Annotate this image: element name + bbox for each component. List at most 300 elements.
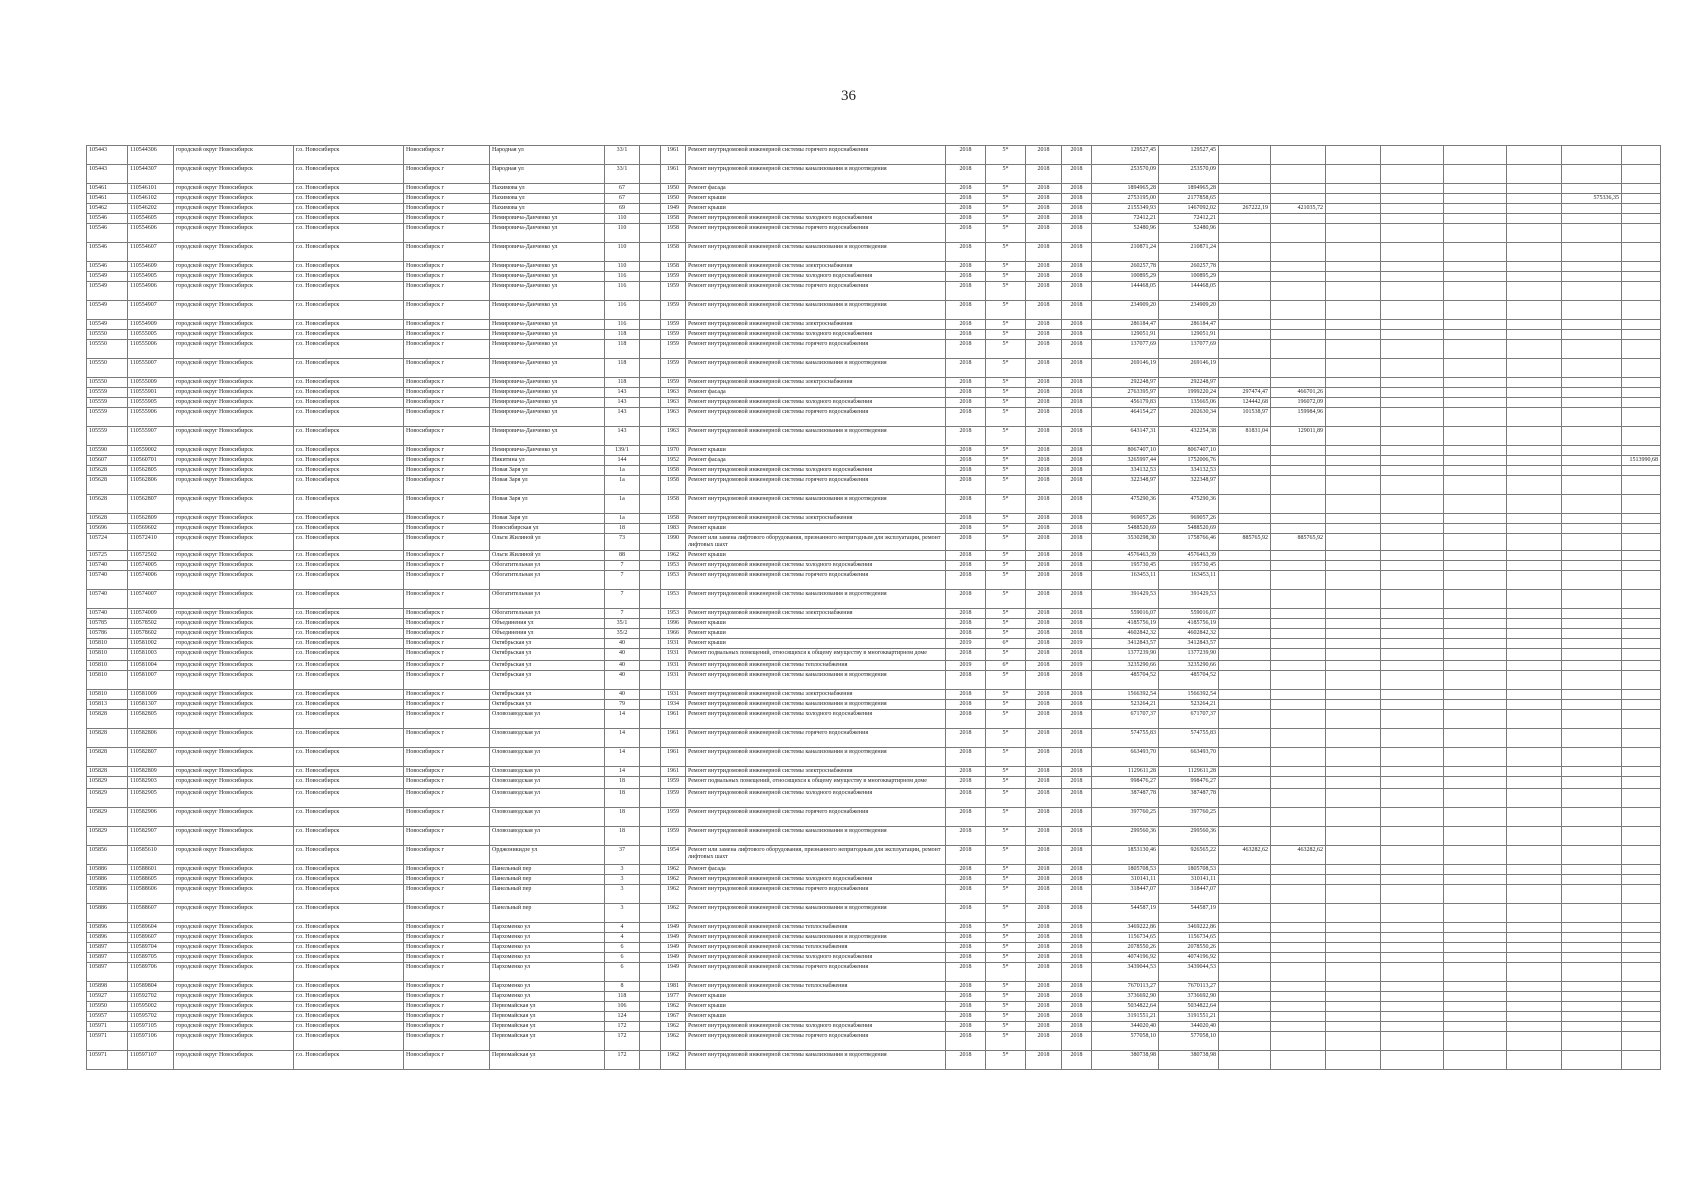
table-cell: городской округ Новосибирск [174,534,294,551]
table-cell [640,204,661,214]
table-cell: Ремонт внутридомовой инженерной системы горячего водоснабжения [686,340,946,359]
table-cell: 110582806 [128,729,174,748]
table-cell: Ремонт подвальных помещений, относящихся к общему имуществу в многоквартирном доме [686,649,946,661]
table-cell [1326,514,1381,524]
table-cell: г.о. Новосибирск [294,194,404,204]
table-cell: г.о. Новосибирск [294,446,404,456]
table-cell [1219,649,1271,661]
table-cell: 421035,72 [1271,204,1326,214]
table-cell [1444,777,1507,789]
table-cell: 110544307 [128,165,174,184]
table-cell: 1853130,46 [1092,846,1159,865]
table-cell [1219,953,1271,963]
table-cell [1271,827,1326,846]
table-cell [1381,690,1444,700]
table-cell: 1959 [661,789,686,808]
table-cell: городской округ Новосибирск [174,904,294,923]
table-cell: 5* [986,330,1026,340]
table-cell: Октябрьская ул [490,671,605,690]
table-cell: 5* [986,865,1026,875]
table-cell: 4185756,19 [1092,619,1159,629]
table-cell [1219,671,1271,690]
table-cell [1381,571,1444,590]
table-cell [1562,1012,1622,1022]
table-cell: 1953 [661,561,686,571]
table-cell: Ремонт фасада [686,184,946,194]
table-cell [1219,466,1271,476]
table-cell [1444,146,1507,165]
table-cell [1562,330,1622,340]
table-cell: 2018 [1062,359,1092,378]
table-cell: 105550 [87,359,128,378]
table-cell [640,214,661,224]
table-cell: 110582809 [128,767,174,777]
table-cell: 3412843,57 [1092,639,1159,649]
table-cell: 2018 [946,1022,986,1032]
table-cell: Ремонт внутридомовой инженерной системы холодного водоснабжения [686,330,946,340]
table-cell: г.о. Новосибирск [294,282,404,301]
table-row [87,963,1661,982]
table-cell: 5* [986,272,1026,282]
table-cell: 2018 [1062,524,1092,534]
table-cell [1562,629,1622,639]
table-cell [1381,982,1444,992]
table-cell: 2018 [1026,551,1062,561]
table-cell: 2018 [946,789,986,808]
table-cell: г.о. Новосибирск [294,571,404,590]
table-cell [1507,456,1562,466]
table-cell: 2018 [1026,243,1062,262]
table-cell: 105896 [87,923,128,933]
table-cell: 2018 [946,514,986,524]
table-cell: 1959 [661,777,686,789]
table-cell: 105740 [87,609,128,619]
table-cell: Пархоменко ул [490,982,605,992]
table-cell: 105886 [87,875,128,885]
table-cell: 5* [986,514,1026,524]
table-cell [1219,456,1271,466]
table-cell: Немировича-Данченко ул [490,378,605,388]
table-cell [1271,875,1326,885]
table-row [87,282,1661,301]
table-cell [1219,590,1271,609]
table-cell: 2018 [1062,1051,1092,1070]
table-cell: 110582807 [128,748,174,767]
table-cell: 2018 [946,710,986,729]
table-cell [1271,456,1326,466]
table-cell: 3530298,30 [1092,534,1159,551]
table-cell [1444,1051,1507,1070]
table-cell: 118 [605,330,640,340]
table-cell [1444,1012,1507,1022]
table-cell: 110572502 [128,551,174,561]
table-cell: 110597107 [128,1051,174,1070]
table-cell [1381,214,1444,224]
table-cell: городской округ Новосибирск [174,671,294,690]
table-cell [640,272,661,282]
table-cell [1219,661,1271,671]
table-cell: городской округ Новосибирск [174,619,294,629]
table-cell: 110554606 [128,224,174,243]
table-cell [1381,1051,1444,1070]
table-cell [1622,320,1661,330]
table-row [87,1022,1661,1032]
table-row [87,846,1661,865]
table-cell [1219,875,1271,885]
table-cell [1326,767,1381,777]
table-row [87,748,1661,767]
table-cell: 2018 [1026,388,1062,398]
table-cell [1444,427,1507,446]
table-cell: 110555007 [128,359,174,378]
table-cell [1562,992,1622,1002]
table-cell: 1156734,65 [1092,933,1159,943]
table-cell: 2018 [1026,808,1062,827]
table-cell: 202630,34 [1159,408,1219,427]
table-cell [1444,282,1507,301]
table-cell [1562,1032,1622,1051]
table-cell [1326,214,1381,224]
table-cell: Оловозаводская ул [490,789,605,808]
table-cell: Ремонт внутридомовой инженерной системы электроснабжения [686,262,946,272]
table-row [87,301,1661,320]
table-cell: Ремонт крыши [686,446,946,456]
table-cell [1219,1022,1271,1032]
table-cell: 105725 [87,551,128,561]
table-row [87,875,1661,885]
table-cell: городской округ Новосибирск [174,571,294,590]
table-cell [1622,639,1661,649]
table-cell: 926565,22 [1159,846,1219,865]
table-cell [1444,194,1507,204]
table-cell [1381,262,1444,272]
table-cell: городской округ Новосибирск [174,456,294,466]
table-cell: Ремонт внутридомовой инженерной системы холодного водоснабжения [686,214,946,224]
table-cell: г.о. Новосибирск [294,262,404,272]
table-cell: Ремонт крыши [686,992,946,1002]
table-cell [1326,953,1381,963]
table-cell [1326,1002,1381,1012]
table-cell: Ремонт внутридомовой инженерной системы холодного водоснабжения [686,466,946,476]
table-cell [1507,320,1562,330]
table-cell [1219,146,1271,165]
table-cell [1622,330,1661,340]
table-cell: г.о. Новосибирск [294,330,404,340]
table-cell: 1958 [661,514,686,524]
table-cell [1444,408,1507,427]
table-cell: 2018 [1026,214,1062,224]
table-cell: Пархоменко ул [490,923,605,933]
table-cell: Ремонт внутридомовой инженерной системы холодного водоснабжения [686,789,946,808]
table-cell: 2018 [946,282,986,301]
table-cell: г.о. Новосибирск [294,933,404,943]
table-cell: 105559 [87,408,128,427]
table-cell: 2018 [1026,456,1062,466]
table-cell [1326,729,1381,748]
table-cell: Ремонт внутридомовой инженерной системы канализования и водоотведения [686,495,946,514]
table-cell [1271,767,1326,777]
table-cell: Новосибирск г [404,262,490,272]
table-cell: 671707,37 [1092,710,1159,729]
table-cell: Ремонт внутридомовой инженерной системы горячего водоснабжения [686,808,946,827]
table-cell [1271,476,1326,495]
table-cell: Ремонт внутридомовой инженерной системы горячего водоснабжения [686,963,946,982]
table-cell: 2018 [946,904,986,923]
table-cell [1326,748,1381,767]
table-row [87,427,1661,446]
table-cell: Объединения ул [490,629,605,639]
table-cell: г.о. Новосибирск [294,534,404,551]
table-cell: 5* [986,992,1026,1002]
table-row [87,514,1661,524]
table-cell [1326,224,1381,243]
table-cell [1562,690,1622,700]
table-cell [1622,767,1661,777]
table-cell: г.о. Новосибирск [294,495,404,514]
table-cell: 4074196,92 [1159,953,1219,963]
table-cell [1444,943,1507,953]
table-cell [1562,1022,1622,1032]
table-cell: 1962 [661,1002,686,1012]
table-cell [1507,146,1562,165]
table-cell [1622,495,1661,514]
table-cell [1622,609,1661,619]
table-cell [1622,789,1661,808]
table-cell: г.о. Новосибирск [294,551,404,561]
table-cell [1326,571,1381,590]
table-cell: 6* [986,661,1026,671]
table-cell: 2018 [1026,340,1062,359]
table-cell: 110589604 [128,923,174,933]
table-cell: 1970 [661,446,686,456]
table-cell: 1959 [661,272,686,282]
table-cell: 2018 [946,446,986,456]
table-cell: Новосибирск г [404,865,490,875]
table-cell [1381,551,1444,561]
table-cell [1507,609,1562,619]
table-cell: 5* [986,456,1026,466]
table-cell: Первомайская ул [490,1012,605,1022]
table-cell: 663493,70 [1159,748,1219,767]
table-cell: г.о. Новосибирск [294,340,404,359]
table-cell: 110555901 [128,388,174,398]
table-cell: 110546102 [128,194,174,204]
table-cell [1622,619,1661,629]
table-cell: 40 [605,690,640,700]
table-cell: 110588607 [128,904,174,923]
table-cell [1271,777,1326,789]
table-cell [1326,446,1381,456]
table-cell [1326,982,1381,992]
table-cell: городской округ Новосибирск [174,446,294,456]
table-cell: 2018 [946,609,986,619]
table-row [87,388,1661,398]
table-cell [1326,619,1381,629]
table-cell: 105590 [87,446,128,456]
table-cell [1507,165,1562,184]
table-cell [640,875,661,885]
table-cell: г.о. Новосибирск [294,1051,404,1070]
table-cell: Новая Заря ул [490,476,605,495]
table-cell [640,639,661,649]
table-cell: 5* [986,789,1026,808]
table-cell: городской округ Новосибирск [174,963,294,982]
table-cell [1562,408,1622,427]
table-cell: 544587,19 [1092,904,1159,923]
table-cell: городской округ Новосибирск [174,1022,294,1032]
table-cell [1326,963,1381,982]
table-cell: 5488520,69 [1092,524,1159,534]
table-cell [1381,194,1444,204]
table-row [87,992,1661,1002]
table-cell: 5* [986,224,1026,243]
table-row [87,476,1661,495]
table-cell: 110589704 [128,943,174,953]
table-cell: 260257,78 [1159,262,1219,272]
table-cell [1381,700,1444,710]
table-cell: 485704,52 [1092,671,1159,690]
table-cell: 110595702 [128,1012,174,1022]
table-cell: 2018 [946,551,986,561]
table-cell: 2018 [1026,846,1062,865]
table-cell [1507,729,1562,748]
table-cell: 1999220,24 [1159,388,1219,398]
table-cell [1562,224,1622,243]
table-cell: 110588601 [128,865,174,875]
table-cell [640,1022,661,1032]
table-cell: 172 [605,1022,640,1032]
table-cell: 110585610 [128,846,174,865]
table-cell: 544587,19 [1159,904,1219,923]
table-cell: Ремонт внутридомовой инженерной системы канализования и водоотведения [686,671,946,690]
table-cell: 2018 [946,561,986,571]
table-cell: Новосибирск г [404,378,490,388]
table-cell: Новосибирск г [404,427,490,446]
table-cell [640,456,661,466]
table-cell [1271,963,1326,982]
table-cell: 2018 [946,1012,986,1022]
table-cell [1507,700,1562,710]
table-cell [1271,661,1326,671]
table-cell: 2018 [946,398,986,408]
table-row [87,224,1661,243]
table-cell: 2018 [1062,1002,1092,1012]
table-cell [1507,649,1562,661]
table-cell [1562,165,1622,184]
table-cell: 105462 [87,204,128,214]
table-cell: 116 [605,282,640,301]
table-cell: 5* [986,551,1026,561]
table-cell: 3439044,53 [1159,963,1219,982]
table-cell [1622,885,1661,904]
table-cell [1381,1022,1444,1032]
table-row [87,943,1661,953]
table-row [87,923,1661,933]
table-cell: 110581003 [128,649,174,661]
table-cell: 105957 [87,1012,128,1022]
table-cell: 110544306 [128,146,174,165]
table-cell: 105628 [87,514,128,524]
table-cell [640,262,661,272]
table-cell [1326,301,1381,320]
table-cell: 143 [605,427,640,446]
table-cell: Новосибирск г [404,992,490,1002]
table-cell: 344020,40 [1092,1022,1159,1032]
table-cell: Ремонт внутридомовой инженерной системы электроснабжения [686,767,946,777]
table-cell: 3235290,66 [1092,661,1159,671]
table-cell: 397760,25 [1092,808,1159,827]
table-cell: 110574007 [128,590,174,609]
table-cell: 387487,78 [1092,789,1159,808]
table-cell: 2018 [1026,943,1062,953]
table-cell: 110569602 [128,524,174,534]
table-cell [1219,933,1271,943]
table-cell: 1958 [661,224,686,243]
table-cell [1326,272,1381,282]
table-cell [1271,953,1326,963]
table-cell: 110554905 [128,272,174,282]
table-cell: 559016,07 [1159,609,1219,619]
table-cell: Ремонт крыши [686,204,946,214]
table-cell: Немировича-Данченко ул [490,272,605,282]
table-cell [1507,551,1562,561]
table-cell: г.о. Новосибирск [294,476,404,495]
table-cell: 2018 [1062,224,1092,243]
table-cell: Ремонт внутридомовой инженерной системы теплоснабжения [686,923,946,933]
table-row [87,320,1661,330]
table-row [87,571,1661,590]
table-cell: 1963 [661,408,686,427]
table-cell [1622,224,1661,243]
table-cell: 7 [605,571,640,590]
table-cell [1444,619,1507,629]
table-cell: Новосибирск г [404,649,490,661]
table-cell: Ремонт внутридомовой инженерной системы горячего водоснабжения [686,1032,946,1051]
table-cell [1622,408,1661,427]
table-cell: 33/1 [605,146,640,165]
table-row [87,690,1661,700]
table-cell: 2018 [1026,629,1062,639]
table-cell: 2018 [946,534,986,551]
table-cell: 110546101 [128,184,174,194]
table-cell [1381,943,1444,953]
table-cell: 2018 [1062,1012,1092,1022]
table-cell [1326,671,1381,690]
table-cell [1271,904,1326,923]
table-cell: 2018 [1062,953,1092,963]
table-cell: 2018 [1026,992,1062,1002]
table-cell: городской округ Новосибирск [174,320,294,330]
table-cell: 100895,29 [1092,272,1159,282]
table-cell: 1129611,28 [1159,767,1219,777]
table-cell: 1894965,28 [1159,184,1219,194]
table-cell: 2018 [1026,359,1062,378]
table-cell [1381,671,1444,690]
table-cell [1507,963,1562,982]
table-cell [1444,846,1507,865]
table-cell: 269146,19 [1159,359,1219,378]
table-cell [640,194,661,204]
table-cell: 105810 [87,671,128,690]
table-cell: Обогатительная ул [490,571,605,590]
table-cell: 118 [605,340,640,359]
table-cell: 110574005 [128,561,174,571]
table-cell: 4576463,39 [1092,551,1159,561]
table-cell: Орджоникидзе ул [490,846,605,865]
table-cell: 1958 [661,262,686,272]
table-cell [1444,992,1507,1002]
table-row [87,446,1661,456]
